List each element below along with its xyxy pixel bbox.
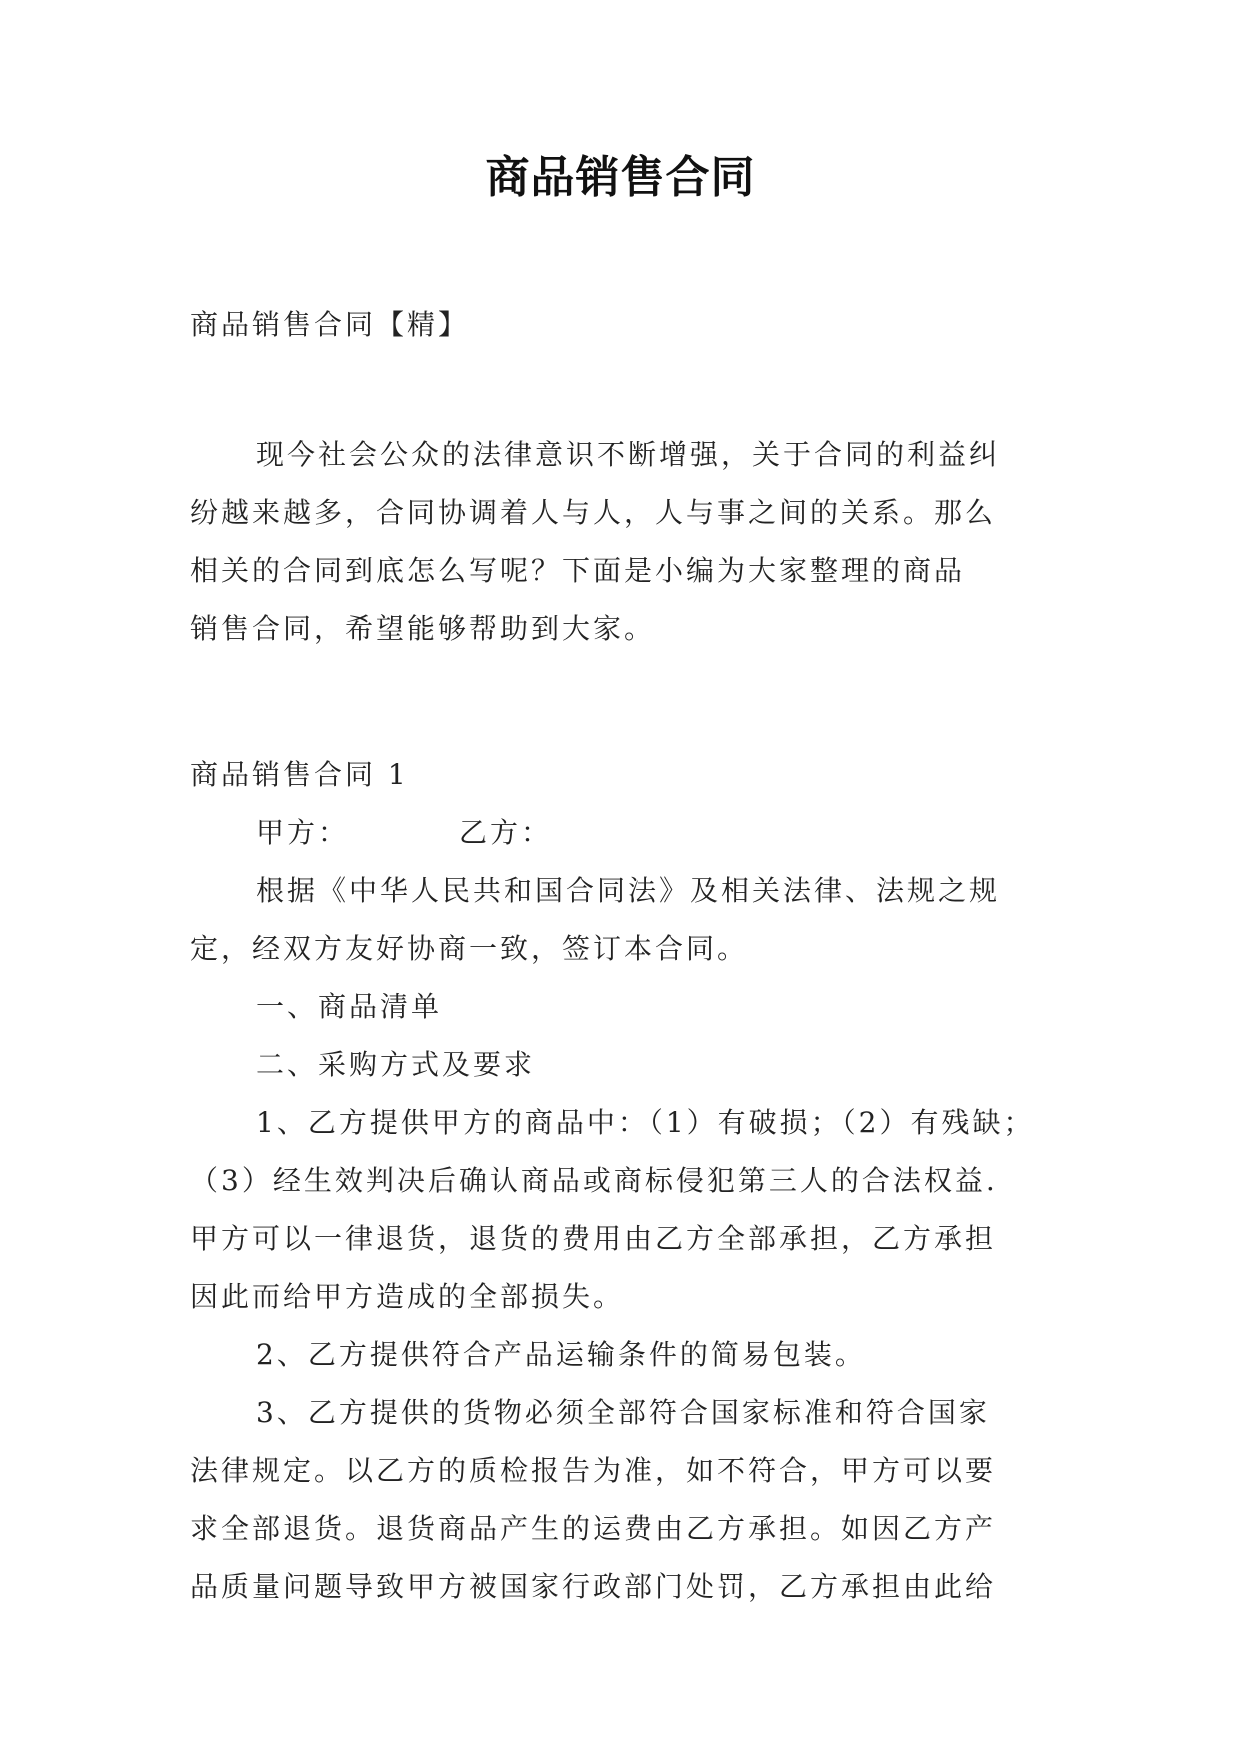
clause-line: 因此而给甲方造成的全部损失。 [190, 1280, 625, 1313]
document-title: 商品销售合同 [485, 152, 756, 203]
clause-line: 1、乙方提供甲方的商品中：（1）有破损；（2）有残缺； [256, 1106, 1035, 1139]
item-two-heading: 二、采购方式及要求 [256, 1048, 536, 1081]
parties-line [190, 804, 1050, 862]
basis-line: 根据《中华人民共和国合同法》及相关法律、法规之规 [256, 874, 1001, 907]
clause-line: （3）经生效判决后确认商品或商标侵犯第三人的合法权益. [190, 1164, 998, 1197]
clause-line: 甲方可以一律退货，退货的费用由乙方全部承担，乙方承担 [190, 1222, 997, 1255]
item-one-heading: 一、商品清单 [256, 990, 443, 1023]
clause-3 [190, 1384, 1050, 1616]
clause-line: 求全部退货。退货商品产生的运费由乙方承担。如因乙方产 [190, 1512, 997, 1545]
clause-line: 3、乙方提供的货物必须全部符合国家标准和符合国家 [256, 1396, 990, 1429]
clause-line: 法律规定。以乙方的质检报告为准，如不符合，甲方可以要 [190, 1454, 997, 1487]
clause-line: 品质量问题导致甲方被国家行政部门处罚，乙方承担由此给 [190, 1570, 997, 1603]
intro-paragraph [190, 426, 1050, 658]
clause-2: 2、乙方提供符合产品运输条件的简易包装。 [256, 1338, 866, 1371]
intro-line: 纷越来越多，合同协调着人与人，人与事之间的关系。那么 [190, 496, 997, 529]
section-heading: 商品销售合同 1 [190, 758, 409, 791]
basis-paragraph [190, 862, 1050, 978]
party-a-label: 甲方： [256, 816, 350, 849]
intro-line: 销售合同，希望能够帮助到大家。 [190, 612, 656, 645]
paragraph-gap [190, 354, 1050, 426]
clause-1 [190, 1094, 1050, 1326]
basis-line: 定，经双方友好协商一致，签订本合同。 [190, 932, 749, 965]
party-b-label: 乙方： [459, 816, 553, 849]
paragraph-gap [190, 658, 1050, 746]
intro-line: 相关的合同到底怎么写呢？下面是小编为大家整理的商品 [190, 554, 966, 587]
document-subtitle: 商品销售合同【精】 [190, 308, 470, 341]
intro-line: 现今社会公众的法律意识不断增强，关于合同的利益纠 [256, 438, 1001, 471]
document-body [190, 296, 1050, 1616]
